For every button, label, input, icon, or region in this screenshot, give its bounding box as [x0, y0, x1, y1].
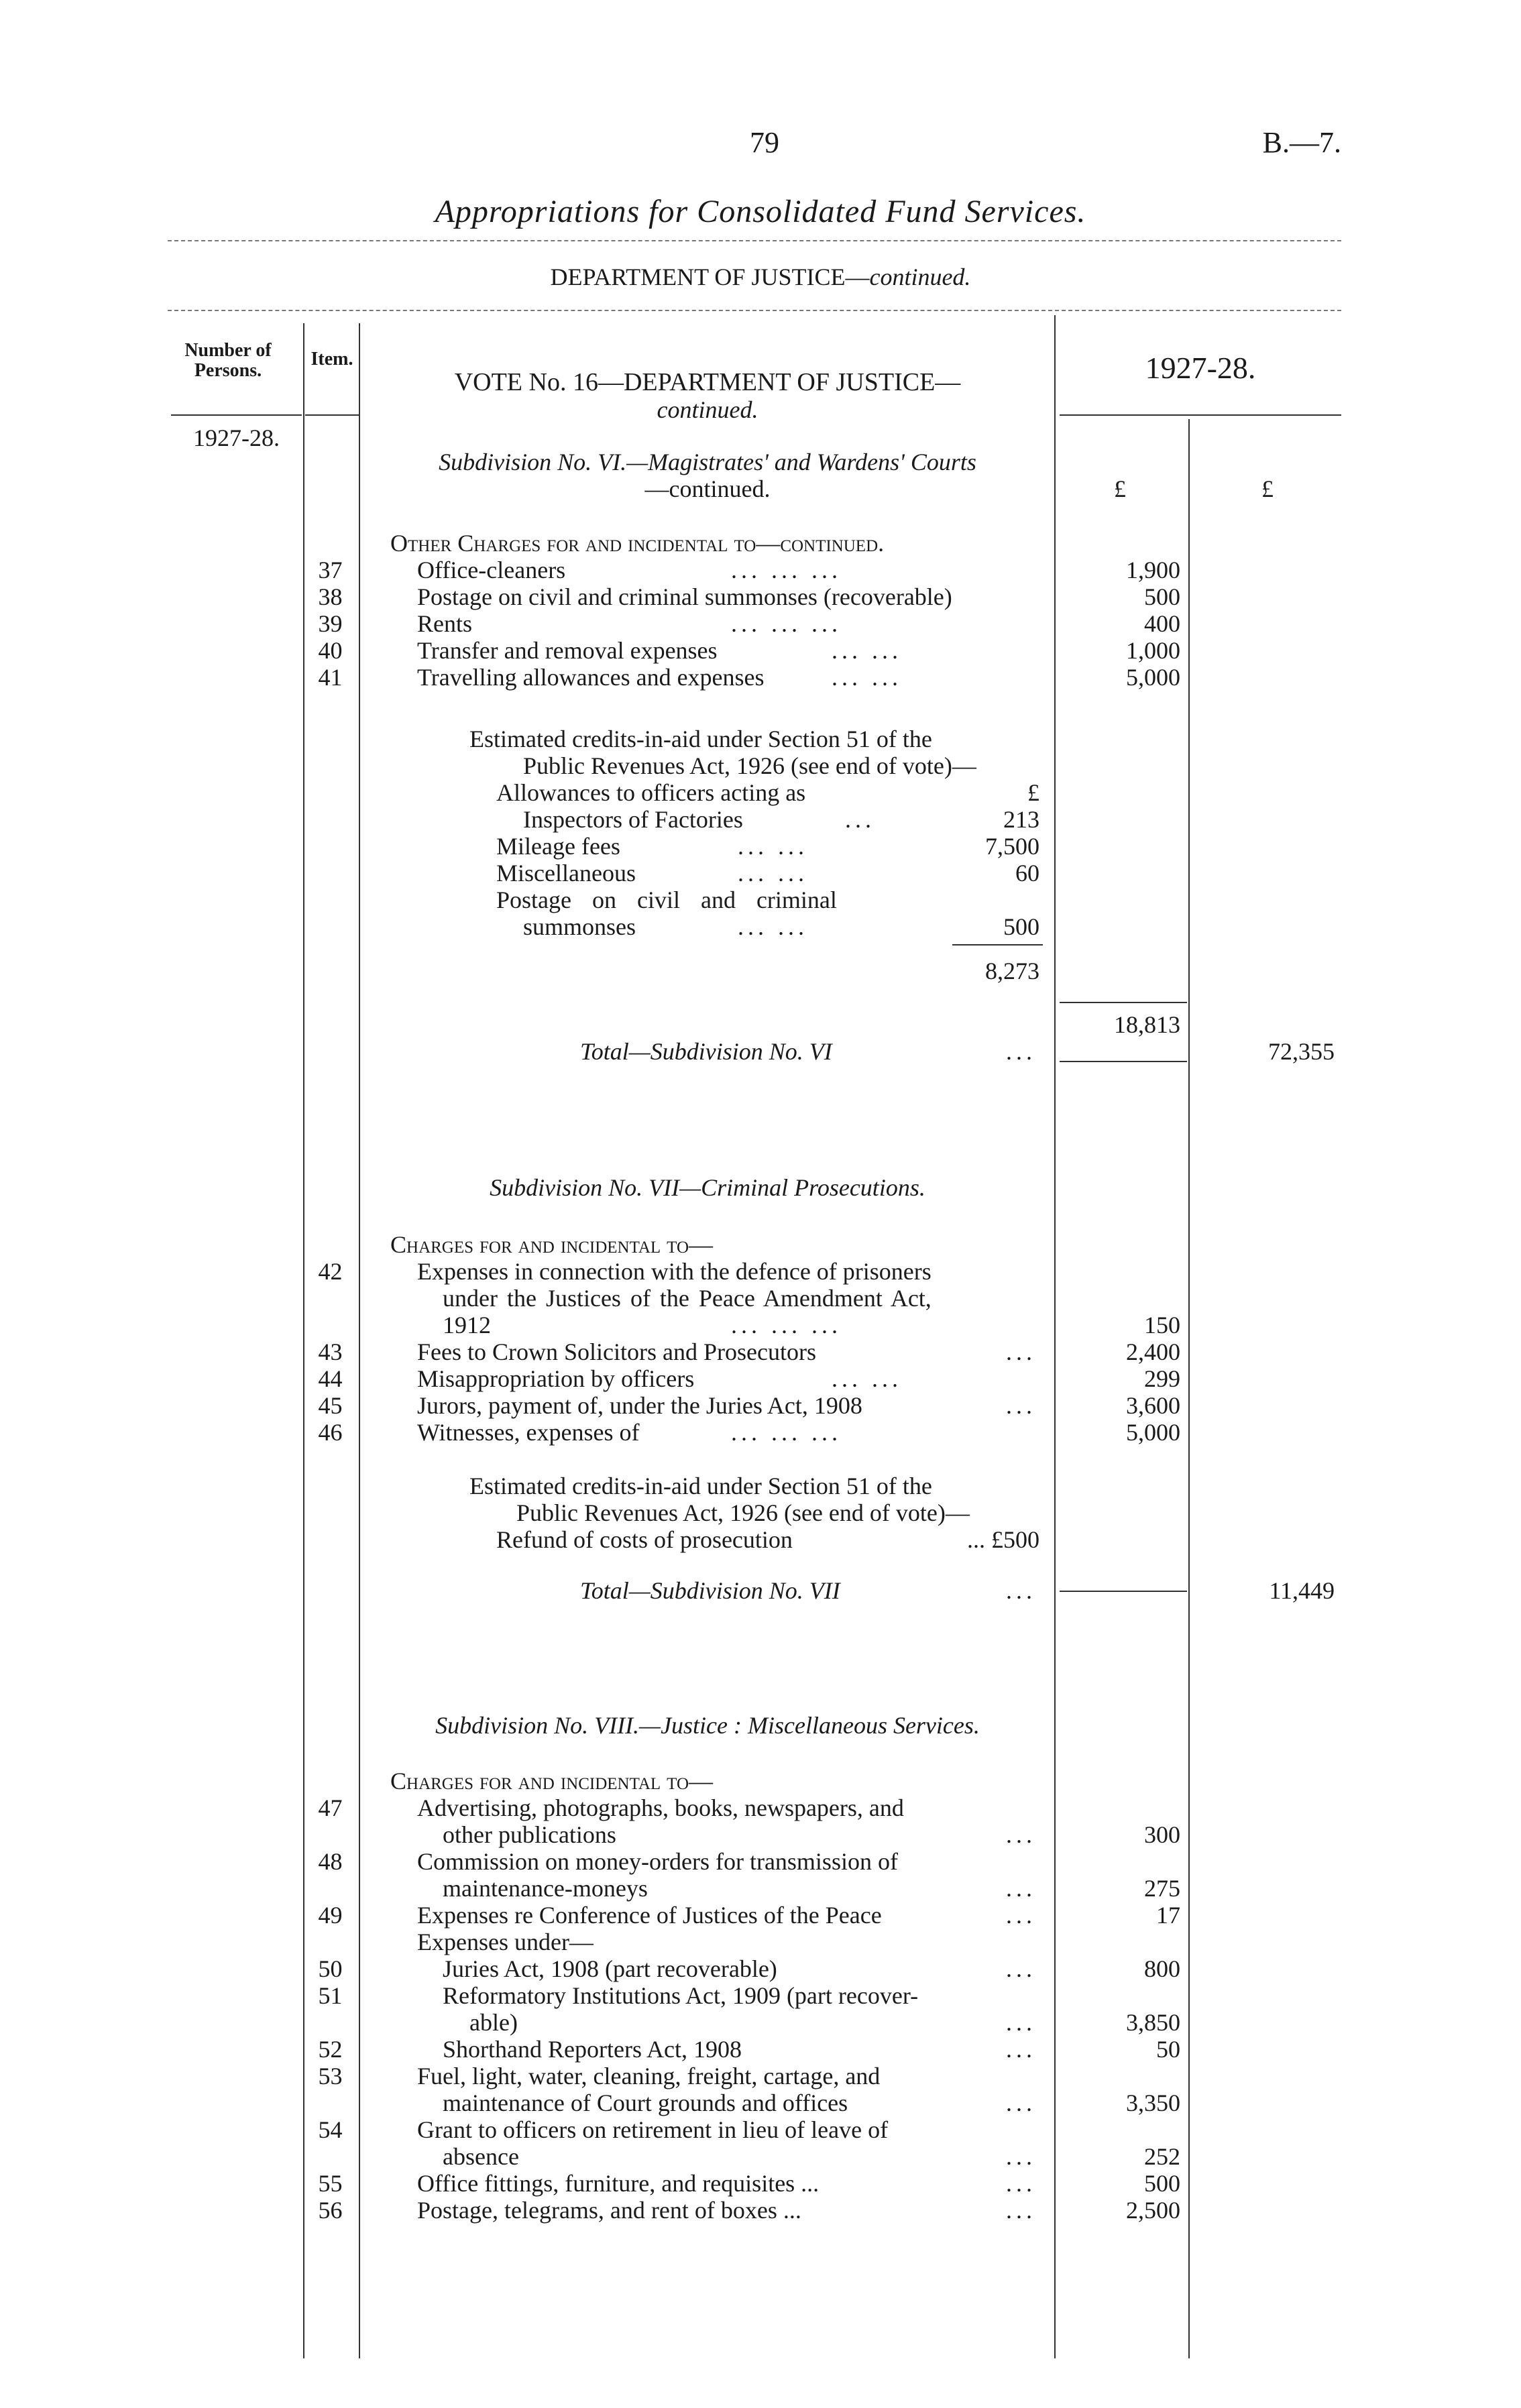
item-desc: Postage on civil and criminal summonses (recoverable) [417, 583, 952, 610]
item-desc: absence [443, 2143, 519, 2170]
item-desc-divider [359, 323, 360, 2358]
sub6-credits-line2: Public Revenues Act, 1926 (see end of vote)— [523, 752, 976, 779]
sub6-heading-cont: —continued. [644, 475, 771, 502]
sub6-subtotal: 18,813 [1114, 1011, 1180, 1038]
item-desc: Misappropriation by officers [417, 1365, 695, 1392]
leader-dots: ... ... [738, 860, 808, 886]
item-amount: 5,000 [1126, 1419, 1180, 1446]
leader-dots: ... [1006, 1577, 1036, 1604]
total-rule [1060, 1061, 1187, 1062]
col-item-header: Item. [311, 349, 353, 369]
department-rule [168, 310, 1341, 311]
sub6-total-label: Total—Subdivision No. VI [580, 1038, 832, 1065]
subtotal-rule [1060, 1002, 1187, 1003]
leader-dots: ... [1006, 2170, 1036, 2197]
leader-dots: ... [1006, 1338, 1036, 1365]
vote-heading: VOTE No. 16—DEPARTMENT OF JUSTICE— [454, 368, 961, 396]
item-desc: Transfer and removal expenses [417, 637, 718, 664]
item-desc: Advertising, photographs, books, newspapers, and [417, 1794, 904, 1821]
sub7-heading: Subdivision No. VII—Criminal Prosecutions. [490, 1174, 925, 1201]
sub7-credits-line3: Refund of costs of prosecution [496, 1526, 793, 1553]
item-number: 48 [318, 1848, 343, 1875]
sub7-charges-heading: Charges for and incidental to— [390, 1231, 714, 1258]
item-amount: 500 [1144, 583, 1180, 610]
item-number: 56 [318, 2197, 343, 2224]
item-number: 41 [318, 664, 343, 691]
item-number: 49 [318, 1902, 343, 1929]
credit-value: 213 [1003, 806, 1039, 833]
credits-total: 8,273 [985, 958, 1039, 984]
item-desc: Postage, telegrams, and rent of boxes ... [417, 2197, 801, 2224]
item-number: 52 [318, 2036, 343, 2063]
desc-amount-divider [1054, 315, 1056, 2358]
item-amount: 3,850 [1126, 2009, 1180, 2036]
item-amount: 50 [1156, 2036, 1180, 2063]
item-desc: Expenses re Conference of Justices of the Peace [417, 1902, 882, 1929]
item-number: 43 [318, 1338, 343, 1365]
item-number: 45 [318, 1392, 343, 1419]
item-desc: Grant to officers on retirement in lieu of leave of [417, 2116, 889, 2143]
sub6-charges-text: Other Charges for and incidental to—continued. [390, 530, 885, 557]
item-amount: 2,500 [1126, 2197, 1180, 2224]
item-amount: 500 [1144, 2170, 1180, 2197]
item-number: 44 [318, 1365, 343, 1392]
item-amount: 3,350 [1126, 2089, 1180, 2116]
persons-header-rule [171, 414, 302, 416]
item-amount: 300 [1144, 1821, 1180, 1848]
sub6-heading: Subdivision No. VI.—Magistrates' and Wardens' Courts [439, 449, 976, 475]
credits-sum-rule [952, 944, 1043, 945]
sub6-total: 72,355 [1268, 1038, 1335, 1065]
credit-label: Postage on civil and criminal [496, 886, 837, 913]
currency-col1: £ [1114, 475, 1126, 502]
leader-dots: ... ... ... [731, 610, 842, 637]
item-number: 53 [318, 2063, 343, 2089]
item-amount: 150 [1144, 1312, 1180, 1338]
credit-label: Inspectors of Factories [523, 806, 743, 833]
item-desc: maintenance-moneys [443, 1875, 648, 1902]
item-desc: Rents [417, 610, 473, 637]
item-amount: 2,400 [1126, 1338, 1180, 1365]
item-desc: maintenance of Court grounds and offices [443, 2089, 848, 2116]
sub7-total-label: Total—Subdivision No. VII [580, 1577, 840, 1604]
vote-heading-cont: continued. [657, 396, 758, 423]
item-desc: Expenses under— [417, 1929, 594, 1955]
item-desc: Jurors, payment of, under the Juries Act, 1908 [417, 1392, 862, 1419]
item-amount: 17 [1156, 1902, 1180, 1929]
year-header: 1927-28. [1145, 351, 1256, 385]
item-desc-cont: 1912 [443, 1312, 491, 1338]
leader-dots: ... ... [832, 664, 902, 691]
leader-dots: ... [1006, 1902, 1036, 1929]
sub7-total: 11,449 [1269, 1577, 1335, 1604]
amount-columns-divider [1188, 419, 1190, 2358]
persons-year: 1927-28. [193, 424, 280, 451]
leader-dots: ... [1006, 1392, 1036, 1419]
item-desc: Juries Act, 1908 (part recoverable) [443, 1955, 777, 1982]
item-desc-cont: under the Justices of the Peace Amendment Act, [443, 1285, 932, 1312]
leader-dots: ... [1006, 2009, 1036, 2036]
credit-label: summonses [523, 913, 636, 940]
item-desc: Commission on money-orders for transmission of [417, 1848, 898, 1875]
leader-dots: ... ... [832, 637, 902, 664]
sub8-charges-heading: Charges for and incidental to— [390, 1768, 714, 1794]
sub8-heading: Subdivision No. VIII.—Justice : Miscellaneous Services. [435, 1712, 980, 1739]
leader-dots: ... [1006, 1875, 1036, 1902]
leader-dots: ... ... [738, 833, 808, 860]
item-desc: Fees to Crown Solicitors and Prosecutors [417, 1338, 816, 1365]
item-amount: 400 [1144, 610, 1180, 637]
leader-dots: ... ... ... [731, 557, 842, 583]
item-desc: Witnesses, expenses of [417, 1419, 640, 1446]
leader-dots: ... [1006, 2089, 1036, 2116]
credit-label: Mileage fees [496, 833, 620, 860]
department-name: DEPARTMENT OF JUSTICE— [550, 264, 870, 290]
item-number: 39 [318, 610, 343, 637]
item-desc: Expenses in connection with the defence of prisoners [417, 1258, 932, 1285]
item-number: 50 [318, 1955, 343, 1982]
sub6-credits-line1: Estimated credits-in-aid under Section 51 of the [469, 726, 932, 752]
currency-col2: £ [1261, 475, 1274, 502]
item-amount: 299 [1144, 1365, 1180, 1392]
total-rule [1060, 1591, 1187, 1592]
leader-dots: ... ... ... [731, 1419, 842, 1446]
item-number: 38 [318, 583, 343, 610]
leader-dots: ... ... ... [731, 1312, 842, 1338]
item-amount: 5,000 [1126, 664, 1180, 691]
item-desc: able) [469, 2009, 518, 2036]
item-number: 46 [318, 1419, 343, 1446]
item-amount: 800 [1144, 1955, 1180, 1982]
item-number: 37 [318, 557, 343, 583]
leader-dots: ... [1006, 1038, 1036, 1065]
leader-dots: ... ... [832, 1365, 902, 1392]
leader-dots: ... ... [738, 913, 808, 940]
item-number: 47 [318, 1794, 343, 1821]
item-amount: 1,900 [1126, 557, 1180, 583]
credit-value: 60 [1015, 860, 1039, 886]
title-rule [168, 240, 1341, 241]
item-amount: 3,600 [1126, 1392, 1180, 1419]
item-desc: Reformatory Institutions Act, 1909 (part recover- [443, 1982, 919, 2009]
item-number: 42 [318, 1258, 343, 1285]
credit-value: 7,500 [985, 833, 1039, 860]
item-number: 40 [318, 637, 343, 664]
department-heading [0, 263, 1521, 291]
item-desc: Fuel, light, water, cleaning, freight, cartage, and [417, 2063, 881, 2089]
sub7-credits-value: ... £500 [967, 1526, 1039, 1553]
credits-currency: £ [1027, 779, 1039, 806]
credit-value: 500 [1003, 913, 1039, 940]
credit-label: Miscellaneous [496, 860, 636, 886]
credit-label: Allowances to officers acting as [496, 779, 806, 806]
item-number: 51 [318, 1982, 343, 2009]
leader-dots: ... [845, 806, 875, 833]
sub6-charges-heading [390, 530, 884, 557]
item-desc: Travelling allowances and expenses [417, 664, 765, 691]
year-header-rule [1060, 414, 1341, 416]
persons-item-divider [303, 323, 304, 2358]
page-number: 79 [750, 126, 779, 159]
leader-dots: ... [1006, 2143, 1036, 2170]
item-desc: Office-cleaners [417, 557, 566, 583]
series-code: B.—7. [1262, 126, 1341, 159]
item-desc: Office fittings, furniture, and requisites ... [417, 2170, 820, 2197]
department-suffix: continued. [869, 264, 971, 290]
item-header-rule [305, 414, 359, 416]
item-desc: Shorthand Reporters Act, 1908 [443, 2036, 742, 2063]
item-amount: 275 [1144, 1875, 1180, 1902]
item-number: 54 [318, 2116, 343, 2143]
item-amount: 1,000 [1126, 637, 1180, 664]
col-persons-header: Number of Persons. [184, 340, 272, 381]
page-title: Appropriations for Consolidated Fund Services. [435, 194, 1086, 229]
sub7-credits-line2: Public Revenues Act, 1926 (see end of vote)— [516, 1499, 970, 1526]
leader-dots: ... [1006, 2036, 1036, 2063]
item-desc: other publications [443, 1821, 616, 1848]
sub7-credits-line1: Estimated credits-in-aid under Section 51 of the [469, 1473, 932, 1499]
leader-dots: ... [1006, 1821, 1036, 1848]
leader-dots: ... [1006, 2197, 1036, 2224]
item-amount: 252 [1144, 2143, 1180, 2170]
leader-dots: ... [1006, 1955, 1036, 1982]
item-number: 55 [318, 2170, 343, 2197]
